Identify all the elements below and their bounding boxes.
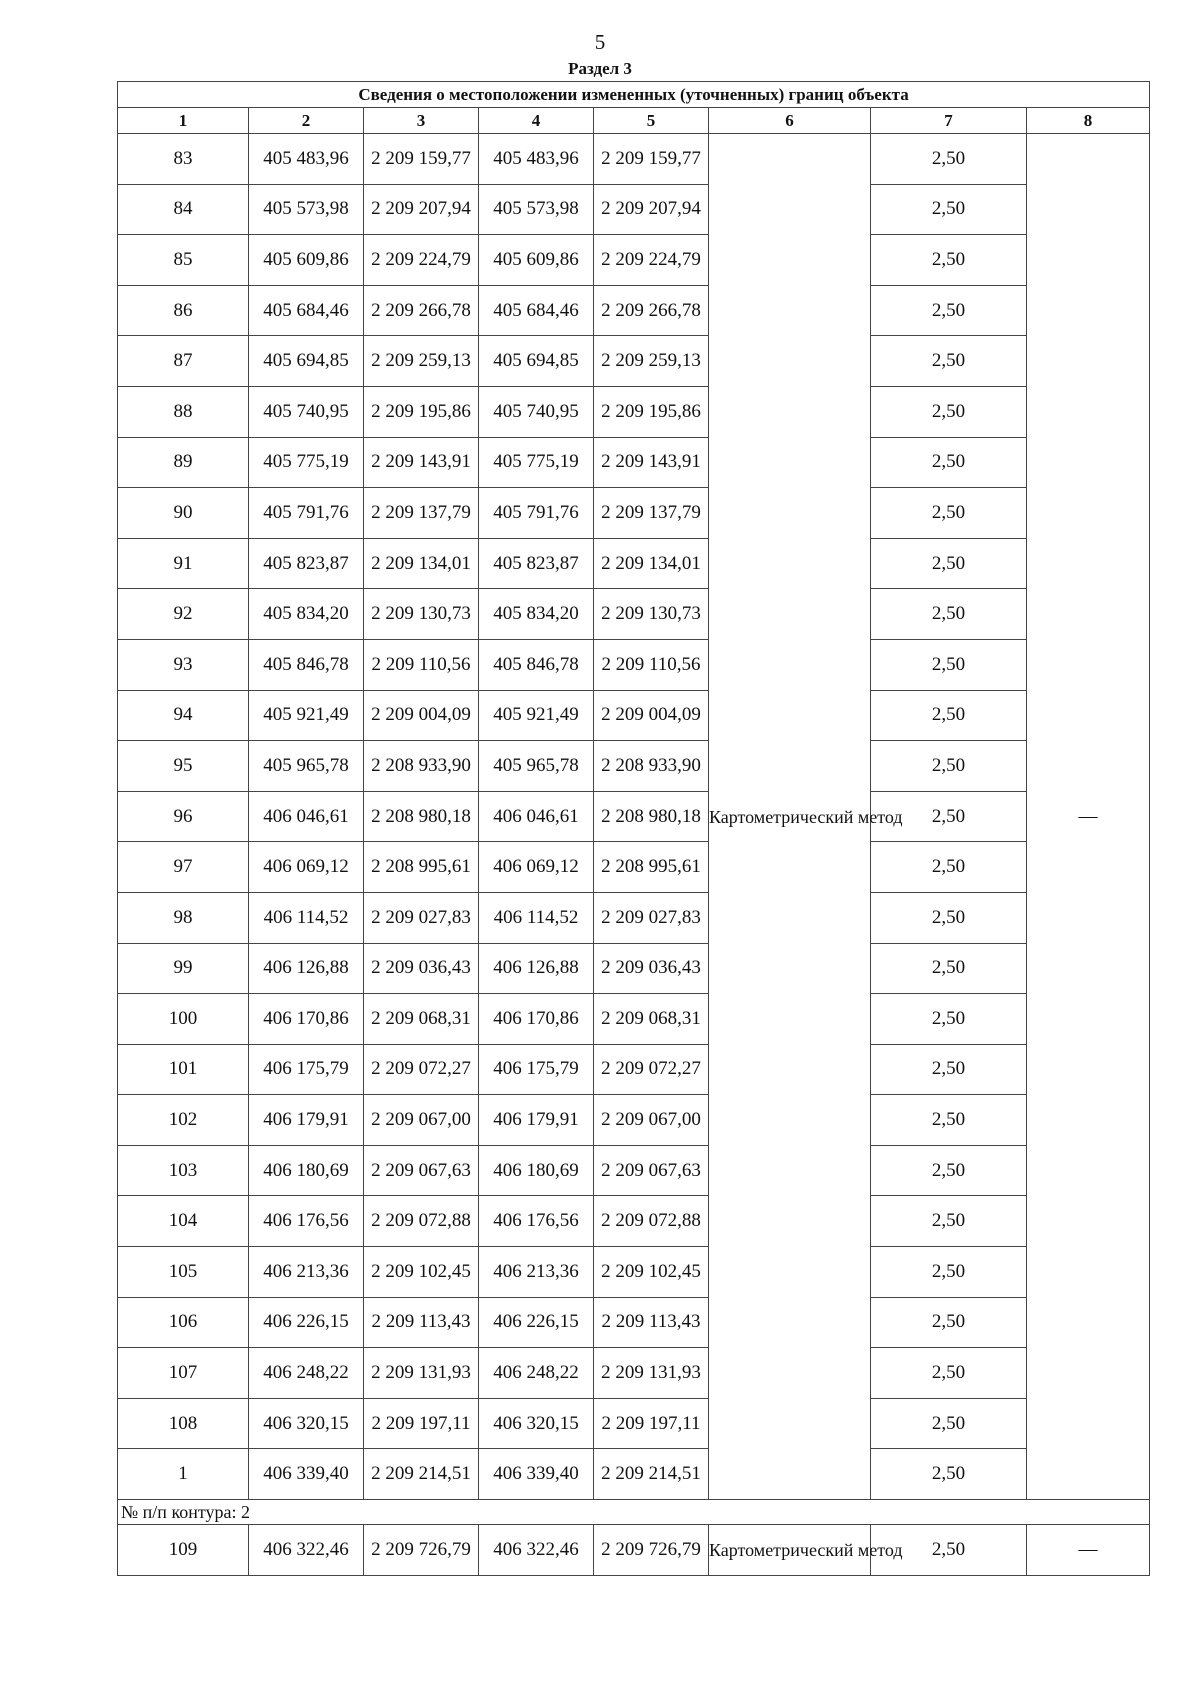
cell-x2: 406 114,52 [479, 892, 594, 943]
cell-n: 1 [118, 1449, 249, 1500]
cell-y1: 2 209 259,13 [364, 336, 479, 387]
cell-n: 92 [118, 589, 249, 640]
cell-y1: 2 208 995,61 [364, 842, 479, 893]
cell-x1: 405 823,87 [249, 538, 364, 589]
table-row [118, 336, 1150, 387]
cell-y1: 2 209 224,79 [364, 235, 479, 286]
cell-accuracy: 2,50 [871, 741, 1027, 792]
cell-x2: 405 573,98 [479, 184, 594, 235]
cell-y2: 2 209 266,78 [594, 285, 709, 336]
table-row [118, 1196, 1150, 1247]
cell-y2: 2 209 068,31 [594, 994, 709, 1045]
cell-y1: 2 209 110,56 [364, 639, 479, 690]
table-row [118, 386, 1150, 437]
cell-x1: 405 740,95 [249, 386, 364, 437]
cell-x2: 406 322,46 [479, 1525, 594, 1576]
cell-accuracy: 2,50 [871, 488, 1027, 539]
table-row [118, 1044, 1150, 1095]
cell-x1: 405 834,20 [249, 589, 364, 640]
cell-x2: 405 684,46 [479, 285, 594, 336]
cell-accuracy: 2,50 [871, 1525, 1027, 1576]
cell-accuracy: 2,50 [871, 336, 1027, 387]
cell-x2: 405 921,49 [479, 690, 594, 741]
cell-y2: 2 209 214,51 [594, 1449, 709, 1500]
cell-x1: 406 126,88 [249, 943, 364, 994]
cell-x2: 405 834,20 [479, 589, 594, 640]
cell-x2: 406 180,69 [479, 1145, 594, 1196]
cell-x1: 406 226,15 [249, 1297, 364, 1348]
table-row [118, 1348, 1150, 1399]
table-row [118, 639, 1150, 690]
cell-y2: 2 208 980,18 [594, 791, 709, 842]
cell-y1: 2 209 143,91 [364, 437, 479, 488]
table-row [118, 1525, 1150, 1576]
cell-x1: 406 170,86 [249, 994, 364, 1045]
table-row [118, 690, 1150, 741]
cell-y2: 2 209 159,77 [594, 134, 709, 185]
cell-x1: 405 694,85 [249, 336, 364, 387]
cell-y1: 2 209 131,93 [364, 1348, 479, 1399]
cell-n: 88 [118, 386, 249, 437]
cell-x1: 406 176,56 [249, 1196, 364, 1247]
column-number: 1 [118, 108, 249, 134]
cell-x2: 405 483,96 [479, 134, 594, 185]
cell-n: 91 [118, 538, 249, 589]
cell-accuracy: 2,50 [871, 842, 1027, 893]
table-row [118, 488, 1150, 539]
cell-n: 99 [118, 943, 249, 994]
table-row [118, 437, 1150, 488]
column-number: 7 [871, 108, 1027, 134]
cell-y2: 2 208 995,61 [594, 842, 709, 893]
cell-x2: 406 213,36 [479, 1247, 594, 1298]
cell-x2: 406 046,61 [479, 791, 594, 842]
cell-y2: 2 209 207,94 [594, 184, 709, 235]
cell-y1: 2 209 137,79 [364, 488, 479, 539]
cell-y2: 2 209 134,01 [594, 538, 709, 589]
table-row [118, 134, 1150, 185]
cell-y1: 2 209 067,00 [364, 1095, 479, 1146]
table-row [118, 892, 1150, 943]
cell-accuracy: 2,50 [871, 1044, 1027, 1095]
column-number: 8 [1027, 108, 1150, 134]
cell-x1: 406 179,91 [249, 1095, 364, 1146]
cell-x2: 406 226,15 [479, 1297, 594, 1348]
table-row [118, 842, 1150, 893]
cell-x2: 405 846,78 [479, 639, 594, 690]
cell-y2: 2 209 224,79 [594, 235, 709, 286]
cell-y2: 2 209 102,45 [594, 1247, 709, 1298]
cell-y2: 2 209 036,43 [594, 943, 709, 994]
cell-n: 98 [118, 892, 249, 943]
cell-y1: 2 208 933,90 [364, 741, 479, 792]
column-number: 4 [479, 108, 594, 134]
section-title: Раздел 3 [568, 59, 632, 78]
cell-n: 85 [118, 235, 249, 286]
table-row [118, 1449, 1150, 1500]
column-number-row [118, 108, 1150, 134]
cell-accuracy: 2,50 [871, 1398, 1027, 1449]
cell-y2: 2 209 137,79 [594, 488, 709, 539]
page-number: 5 [594, 30, 606, 54]
cell-n: 93 [118, 639, 249, 690]
cell-y1: 2 209 266,78 [364, 285, 479, 336]
cell-x2: 405 694,85 [479, 336, 594, 387]
table-row [118, 1247, 1150, 1298]
table-row [118, 994, 1150, 1045]
cell-y2: 2 209 067,63 [594, 1145, 709, 1196]
cell-y2: 2 209 259,13 [594, 336, 709, 387]
cell-n: 86 [118, 285, 249, 336]
contour-label: № п/п контура: 2 [118, 1500, 1150, 1525]
method-cell: Картометрический метод [709, 134, 871, 1500]
cell-accuracy: 2,50 [871, 437, 1027, 488]
cell-y1: 2 209 068,31 [364, 994, 479, 1045]
cell-x2: 405 791,76 [479, 488, 594, 539]
cell-x1: 405 483,96 [249, 134, 364, 185]
cell-accuracy: 2,50 [871, 1449, 1027, 1500]
cell-n: 90 [118, 488, 249, 539]
cell-y2: 2 209 113,43 [594, 1297, 709, 1348]
cell-x2: 406 339,40 [479, 1449, 594, 1500]
cell-accuracy: 2,50 [871, 1196, 1027, 1247]
cell-accuracy: 2,50 [871, 791, 1027, 842]
cell-x2: 405 609,86 [479, 235, 594, 286]
cell-y2: 2 209 027,83 [594, 892, 709, 943]
cell-x1: 405 684,46 [249, 285, 364, 336]
cell-y2: 2 209 067,00 [594, 1095, 709, 1146]
cell-n: 97 [118, 842, 249, 893]
cell-y1: 2 209 072,27 [364, 1044, 479, 1095]
cell-n: 83 [118, 134, 249, 185]
method-cell: Картометрический метод [709, 1525, 871, 1576]
cell-y1: 2 209 027,83 [364, 892, 479, 943]
cell-x1: 406 248,22 [249, 1348, 364, 1399]
cell-y2: 2 209 110,56 [594, 639, 709, 690]
cell-y1: 2 209 214,51 [364, 1449, 479, 1500]
description-cell: — [1027, 134, 1150, 1500]
cell-accuracy: 2,50 [871, 943, 1027, 994]
table-row [118, 235, 1150, 286]
cell-y2: 2 209 004,09 [594, 690, 709, 741]
cell-n: 96 [118, 791, 249, 842]
cell-y1: 2 209 207,94 [364, 184, 479, 235]
cell-y2: 2 209 072,27 [594, 1044, 709, 1095]
column-number: 5 [594, 108, 709, 134]
cell-y2: 2 209 072,88 [594, 1196, 709, 1247]
table-row [118, 1297, 1150, 1348]
table-row [118, 1095, 1150, 1146]
cell-n: 95 [118, 741, 249, 792]
cell-n: 89 [118, 437, 249, 488]
cell-accuracy: 2,50 [871, 639, 1027, 690]
cell-y1: 2 209 726,79 [364, 1525, 479, 1576]
cell-n: 105 [118, 1247, 249, 1298]
cell-accuracy: 2,50 [871, 184, 1027, 235]
cell-n: 103 [118, 1145, 249, 1196]
table-row [118, 538, 1150, 589]
cell-x2: 405 740,95 [479, 386, 594, 437]
cell-n: 87 [118, 336, 249, 387]
cell-x1: 405 921,49 [249, 690, 364, 741]
description-cell: — [1027, 1525, 1150, 1576]
cell-x2: 406 126,88 [479, 943, 594, 994]
cell-y2: 2 209 195,86 [594, 386, 709, 437]
column-number: 2 [249, 108, 364, 134]
cell-accuracy: 2,50 [871, 690, 1027, 741]
cell-x2: 405 965,78 [479, 741, 594, 792]
cell-x2: 406 248,22 [479, 1348, 594, 1399]
table-caption: Сведения о местоположении измененных (уточненных) границ объекта [118, 82, 1150, 108]
cell-x1: 405 965,78 [249, 741, 364, 792]
cell-x1: 405 775,19 [249, 437, 364, 488]
cell-accuracy: 2,50 [871, 1247, 1027, 1298]
contour-label-row [118, 1500, 1150, 1525]
table-row [118, 741, 1150, 792]
cell-x2: 405 775,19 [479, 437, 594, 488]
table-row [118, 791, 1150, 842]
cell-y2: 2 209 130,73 [594, 589, 709, 640]
cell-accuracy: 2,50 [871, 994, 1027, 1045]
cell-y1: 2 209 195,86 [364, 386, 479, 437]
cell-x1: 406 046,61 [249, 791, 364, 842]
cell-y2: 2 209 197,11 [594, 1398, 709, 1449]
cell-x1: 406 180,69 [249, 1145, 364, 1196]
cell-y1: 2 209 072,88 [364, 1196, 479, 1247]
cell-y1: 2 209 197,11 [364, 1398, 479, 1449]
cell-x1: 406 339,40 [249, 1449, 364, 1500]
table-row [118, 184, 1150, 235]
cell-accuracy: 2,50 [871, 589, 1027, 640]
table-row [118, 943, 1150, 994]
table-row [118, 1398, 1150, 1449]
cell-n: 108 [118, 1398, 249, 1449]
cell-x1: 406 114,52 [249, 892, 364, 943]
cell-accuracy: 2,50 [871, 1297, 1027, 1348]
cell-x2: 406 179,91 [479, 1095, 594, 1146]
cell-n: 100 [118, 994, 249, 1045]
cell-n: 109 [118, 1525, 249, 1576]
cell-n: 84 [118, 184, 249, 235]
table-row [118, 589, 1150, 640]
cell-x2: 406 176,56 [479, 1196, 594, 1247]
cell-accuracy: 2,50 [871, 285, 1027, 336]
column-number: 3 [364, 108, 479, 134]
cell-n: 94 [118, 690, 249, 741]
cell-x2: 406 069,12 [479, 842, 594, 893]
table-row [118, 285, 1150, 336]
cell-x1: 406 320,15 [249, 1398, 364, 1449]
cell-accuracy: 2,50 [871, 1095, 1027, 1146]
cell-accuracy: 2,50 [871, 538, 1027, 589]
cell-accuracy: 2,50 [871, 1145, 1027, 1196]
cell-y1: 2 209 004,09 [364, 690, 479, 741]
cell-y1: 2 209 113,43 [364, 1297, 479, 1348]
cell-x1: 405 846,78 [249, 639, 364, 690]
cell-y2: 2 209 131,93 [594, 1348, 709, 1399]
cell-y2: 2 209 726,79 [594, 1525, 709, 1576]
cell-x1: 406 069,12 [249, 842, 364, 893]
cell-x2: 406 175,79 [479, 1044, 594, 1095]
cell-y2: 2 208 933,90 [594, 741, 709, 792]
cell-x1: 406 213,36 [249, 1247, 364, 1298]
cell-y1: 2 209 159,77 [364, 134, 479, 185]
cell-n: 106 [118, 1297, 249, 1348]
cell-accuracy: 2,50 [871, 235, 1027, 286]
cell-x2: 406 170,86 [479, 994, 594, 1045]
cell-accuracy: 2,50 [871, 892, 1027, 943]
boundary-coordinates-table [117, 81, 1150, 1576]
cell-accuracy: 2,50 [871, 134, 1027, 185]
cell-x1: 406 175,79 [249, 1044, 364, 1095]
column-number: 6 [709, 108, 871, 134]
cell-accuracy: 2,50 [871, 386, 1027, 437]
cell-x1: 406 322,46 [249, 1525, 364, 1576]
table-row [118, 1145, 1150, 1196]
cell-y1: 2 209 067,63 [364, 1145, 479, 1196]
cell-x1: 405 573,98 [249, 184, 364, 235]
cell-n: 104 [118, 1196, 249, 1247]
cell-n: 107 [118, 1348, 249, 1399]
cell-y1: 2 209 130,73 [364, 589, 479, 640]
cell-y1: 2 209 102,45 [364, 1247, 479, 1298]
cell-n: 101 [118, 1044, 249, 1095]
cell-x1: 405 609,86 [249, 235, 364, 286]
cell-x2: 405 823,87 [479, 538, 594, 589]
cell-y1: 2 208 980,18 [364, 791, 479, 842]
cell-x1: 405 791,76 [249, 488, 364, 539]
cell-y1: 2 209 134,01 [364, 538, 479, 589]
cell-accuracy: 2,50 [871, 1348, 1027, 1399]
cell-n: 102 [118, 1095, 249, 1146]
cell-y2: 2 209 143,91 [594, 437, 709, 488]
cell-x2: 406 320,15 [479, 1398, 594, 1449]
cell-y1: 2 209 036,43 [364, 943, 479, 994]
